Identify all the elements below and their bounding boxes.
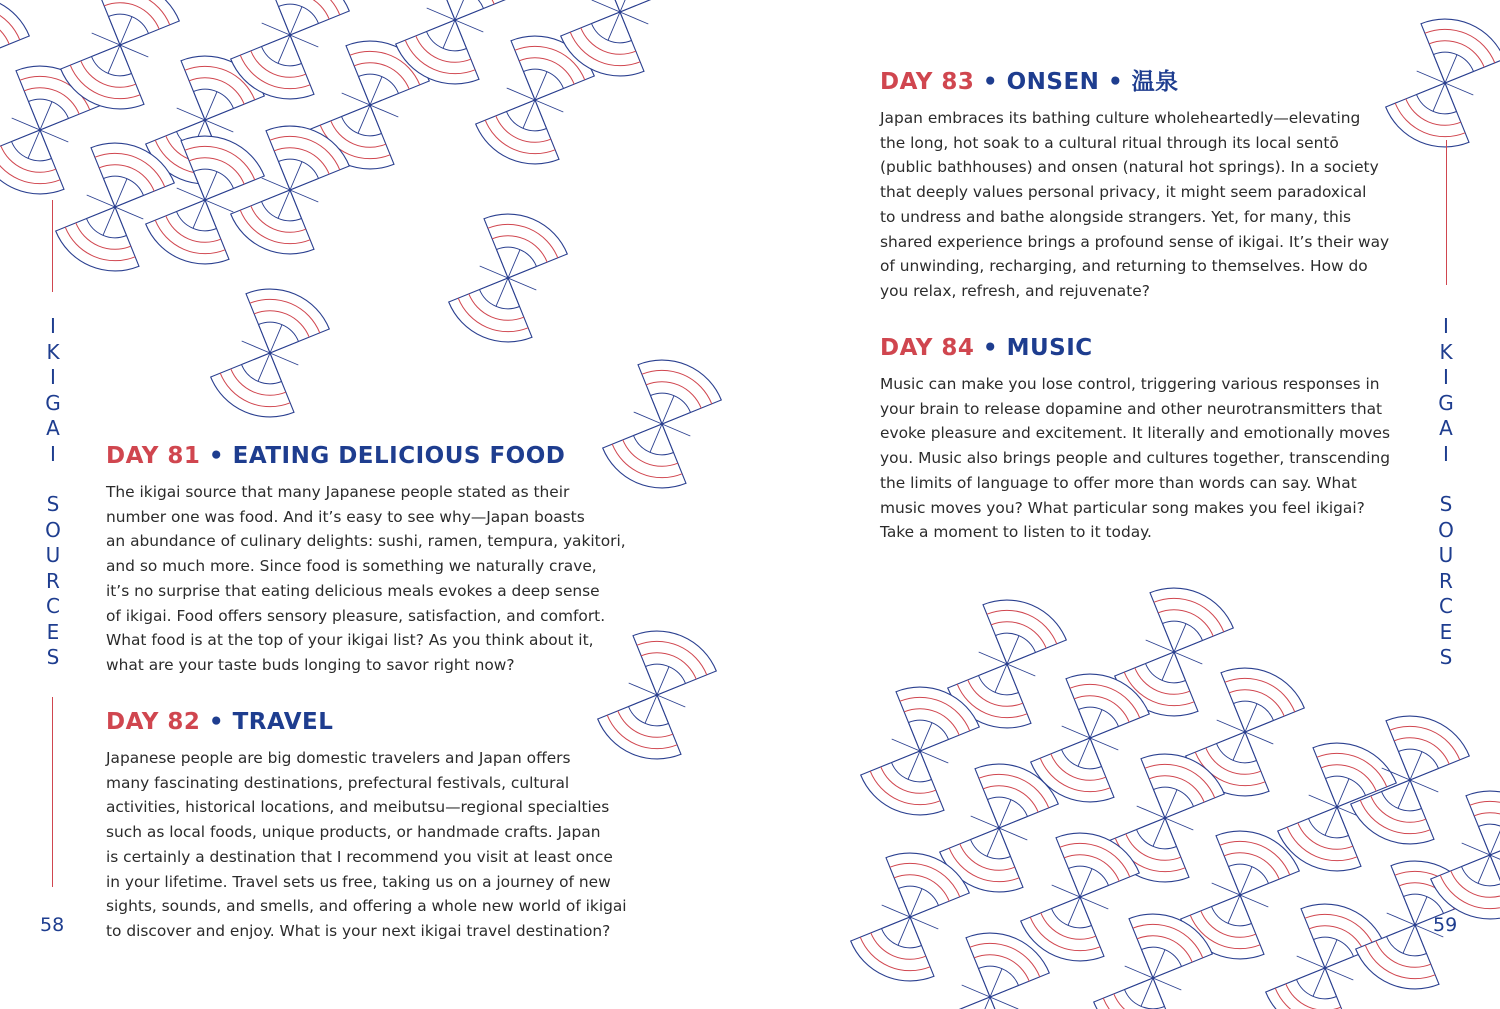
body-line: shared experience brings a profound sense of ikigai. It’s their way [880,232,1390,251]
body-line: activities, historical locations, and meibutsu—regional specialties [106,798,610,817]
side-label-word: I K I G A I [1438,314,1454,466]
left-margin-rule-bottom [52,697,53,887]
body-line: many fascinating destinations, prefectural festivals, cultural [106,773,570,792]
section-topic: MUSIC [1006,335,1093,361]
fan-motif [940,764,1059,892]
page-number-right: 59 [1433,914,1458,936]
fan-motif [851,853,970,981]
fan-motif [931,933,1050,1009]
body-line: such as local foods, unique products, or handmade crafts. Japan [106,823,601,842]
section-body [106,746,627,944]
section-day-81 [106,441,626,678]
heading-separator: • [982,69,999,95]
section-heading [880,67,1389,97]
section-topic: ONSEN • 温泉 [1006,69,1179,95]
day-number: DAY 81 [106,443,201,469]
body-line: music moves you? What particular song makes you feel ikigai? [880,498,1365,517]
body-line: number one was food. And it’s easy to see why—Japan boasts [106,507,585,526]
section-day-83 [880,67,1389,304]
right-margin-rule-top [1446,140,1447,285]
body-line: an abundance of culinary delights: sushi, ramen, tempura, yakitori, [106,532,626,551]
body-line: you. Music also brings people and cultures together, transcending [880,449,1391,468]
fan-motif [0,0,29,124]
side-label-word: S O U R C E S [1438,492,1454,669]
body-line: the limits of language to offer more than words can say. What [880,473,1357,492]
body-line: it’s no surprise that eating delicious meals evokes a deep sense [106,581,600,600]
fan-motif [1021,833,1140,961]
fan-motif [1386,19,1500,147]
body-line: that deeply values personal privacy, it might seem paradoxical [880,183,1367,202]
right-side-label [1434,314,1458,671]
section-day-84 [880,333,1390,545]
fan-motif [61,0,180,109]
section-topic: EATING DELICIOUS FOOD [232,443,566,469]
fan-motif [1031,674,1150,802]
body-line: you relax, refresh, and rejuvenate? [880,281,1150,300]
body-line: is certainly a destination that I recommend you visit at least once [106,847,613,866]
fan-motif [211,289,330,417]
day-number: DAY 82 [106,709,201,735]
fan-motif [231,126,350,254]
section-topic: TRAVEL [232,709,334,735]
body-line: Japan embraces its bathing culture wholeheartedly—elevating [880,109,1361,127]
section-day-82 [106,707,627,944]
heading-separator: • [208,709,225,735]
body-line: The ikigai source that many Japanese people stated as their [106,483,570,501]
body-line: Take a moment to listen to it today. [880,523,1152,542]
fan-motif [231,0,350,99]
body-line: of ikigai. Food offers sensory pleasure, satisfaction, and comfort. [106,606,606,625]
body-line: Music can make you lose control, triggering various responses in [880,375,1380,393]
section-heading [106,441,626,471]
body-line: evoke pleasure and excitement. It literally and emotionally moves [880,424,1390,443]
left-margin-rule-top [52,200,53,292]
side-label-word: I K I G A I [45,314,61,466]
day-number: DAY 83 [880,69,975,95]
body-line: of unwinding, recharging, and returning to themselves. How do [880,257,1368,276]
body-line: what are your taste buds longing to savor right now? [106,655,515,674]
section-body [106,480,626,678]
side-label-word: S O U R C E S [45,492,61,669]
body-line: to discover and enjoy. What is your next ikigai travel destination? [106,921,611,940]
body-line: the long, hot soak to a cultural ritual through its local sentō [880,133,1339,152]
body-line: to undress and bathe alongside strangers. Yet, for many, this [880,207,1352,226]
body-line: in your lifetime. Travel sets us free, taking us on a journey of new [106,872,611,891]
fan-motif [56,143,175,271]
section-heading [106,707,627,737]
section-body [880,372,1390,545]
body-line: sights, sounds, and smells, and offering a whole new world of ikigai [106,897,627,916]
body-line: your brain to release dopamine and other neurotransmitters that [880,399,1383,418]
section-heading [880,333,1390,363]
body-line: What food is at the top of your ikigai list? As you think about it, [106,631,594,650]
body-line: and so much more. Since food is something we naturally crave, [106,557,597,576]
fan-motif [861,687,980,815]
page-number-left: 58 [40,914,65,936]
fan-motif [449,214,568,342]
heading-separator: • [982,335,999,361]
heading-separator: • [208,443,225,469]
left-side-label [41,314,65,671]
section-body [880,106,1389,304]
body-line: (public bathhouses) and onsen (natural hot springs). In a society [880,158,1379,177]
body-line: Japanese people are big domestic travelers and Japan offers [106,749,571,767]
day-number: DAY 84 [880,335,975,361]
